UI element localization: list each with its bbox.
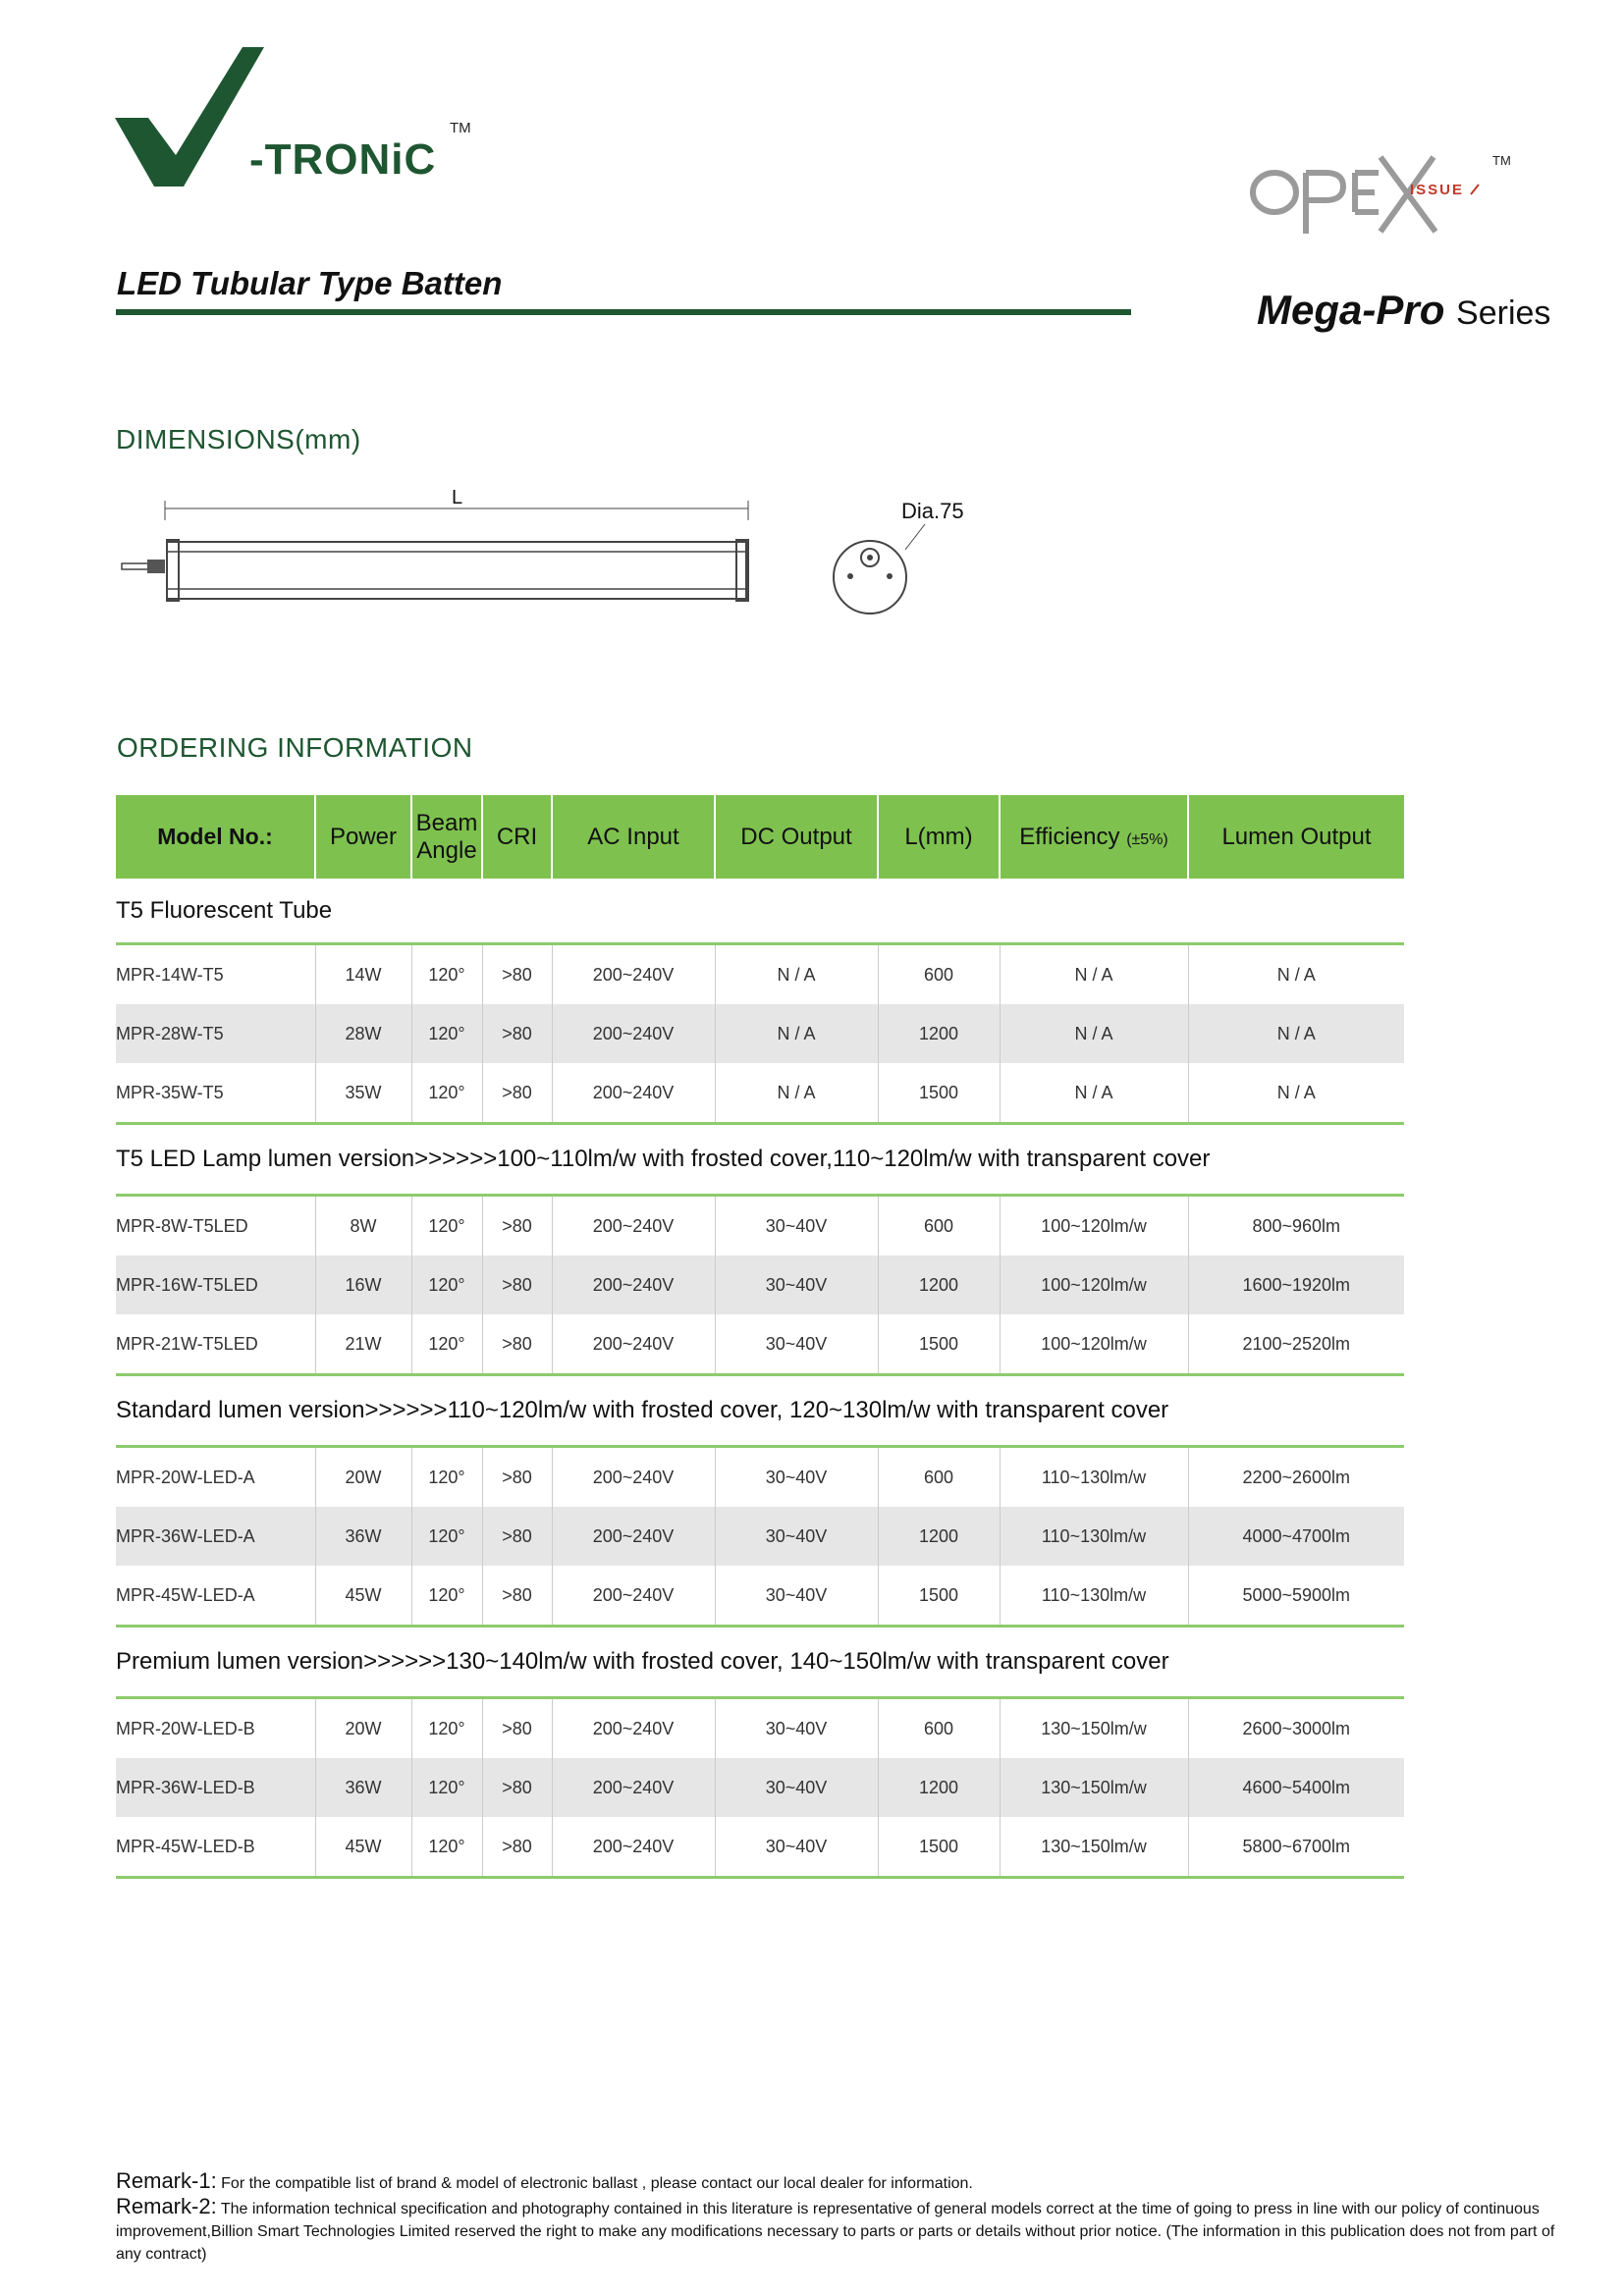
- cell-cri: >80: [482, 1004, 552, 1063]
- brand-logo-text: -TRONiC: [249, 135, 437, 184]
- cell-lumen: 2600~3000lm: [1242, 1718, 1351, 1738]
- table-row: [116, 944, 1404, 1005]
- remark-2: [116, 2195, 1569, 2266]
- cell-lumen: 4000~4700lm: [1188, 1507, 1404, 1566]
- col-dc-output: DC Output: [715, 795, 878, 879]
- group-header-row: [116, 879, 1404, 944]
- col-model: Model No.:: [116, 795, 315, 879]
- cell-efficiency: 130~150lm/w: [1000, 1817, 1188, 1878]
- cell-cri: >80: [482, 1507, 552, 1566]
- table-row: [116, 1196, 1404, 1256]
- cell-efficiency: 130~150lm/w: [1000, 1758, 1188, 1817]
- title-divider: [116, 309, 1131, 315]
- remark-2-text: The information technical specification and photography contained in this literature is representative of general models correct at the time of going to press in line with our policy of continuous improvement,Billion Smart Technologies Limited reserved the right to make any modifications necessary to parts or parts or details without prior notice. (The information in this publication does not from part of any contract): [116, 2201, 1555, 2263]
- series-title: [1257, 287, 1550, 334]
- table-row: [116, 1255, 1404, 1314]
- cell-model: MPR-45W-LED-A: [116, 1566, 315, 1627]
- group-title: Premium lumen version>>>>>>130~140lm/w with frosted cover, 140~150lm/w with transparent cover: [116, 1627, 1404, 1698]
- cell-lumen: 1600~1920lm: [1188, 1255, 1404, 1314]
- table-row: [116, 1507, 1404, 1566]
- remark-1: [116, 2169, 1569, 2195]
- cell-beam: 120°: [411, 1063, 482, 1124]
- dimension-drawing: [108, 481, 992, 618]
- cell-lumen: 2100~2520lm: [1188, 1314, 1404, 1375]
- table-row: [116, 1447, 1404, 1508]
- ordering-table: [116, 795, 1404, 1879]
- cell-power: 21W: [315, 1314, 411, 1375]
- cell-power: 14W: [315, 944, 411, 1005]
- cell-ac: 200~240V: [552, 1447, 715, 1508]
- cell-beam: 120°: [411, 1698, 482, 1759]
- cell-cri: >80: [482, 1196, 552, 1256]
- table-row: [116, 1566, 1404, 1627]
- cell-beam: 120°: [411, 1314, 482, 1375]
- cell-cri: >80: [482, 1314, 552, 1375]
- cell-efficiency: 110~130lm/w: [1000, 1566, 1188, 1627]
- remark-1-text: For the compatible list of brand & model of electronic ballast , please contact our local dealer for information.: [221, 2175, 973, 2192]
- remark-1-label: Remark-1:: [116, 2168, 217, 2193]
- cell-efficiency: 100~120lm/w: [1000, 1255, 1188, 1314]
- cell-beam: 120°: [411, 1196, 482, 1256]
- cell-dc: N / A: [715, 1063, 878, 1124]
- cell-dc: 30~40V: [715, 1447, 878, 1508]
- cell-length: 1200: [878, 1507, 1000, 1566]
- col-ac-input: AC Input: [552, 795, 715, 879]
- cell-power: 16W: [315, 1255, 411, 1314]
- cell-beam: 120°: [411, 1255, 482, 1314]
- cell-length: 1200: [878, 1255, 1000, 1314]
- cell-lumen: N / A: [1276, 964, 1316, 985]
- cell-cri: >80: [482, 1566, 552, 1627]
- cell-model: MPR-8W-T5LED: [116, 1196, 315, 1256]
- cell-model: MPR-35W-T5: [116, 1063, 315, 1124]
- cell-dc: 30~40V: [715, 1698, 878, 1759]
- col-beam-angle: [411, 795, 482, 879]
- col-length: L(mm): [878, 795, 1000, 879]
- cell-power: 45W: [315, 1566, 411, 1627]
- dimensions-title: DIMENSIONS(mm): [116, 424, 361, 454]
- cell-ac: 200~240V: [552, 1255, 715, 1314]
- group-header-row: [116, 1375, 1404, 1447]
- cell-ac: 200~240V: [552, 1063, 715, 1124]
- cell-power: 8W: [315, 1196, 411, 1256]
- cell-beam: 120°: [411, 1758, 482, 1817]
- cell-ac: 200~240V: [552, 1698, 715, 1759]
- table-header-row: [116, 795, 1404, 879]
- cell-model: MPR-20W-LED-B: [116, 1698, 315, 1759]
- cell-cri: >80: [482, 1698, 552, 1759]
- cell-beam: 120°: [411, 1004, 482, 1063]
- cell-beam: 120°: [411, 1566, 482, 1627]
- table-row: [116, 1004, 1404, 1063]
- cell-ac: 200~240V: [552, 1314, 715, 1375]
- table-row: [116, 1817, 1404, 1878]
- cell-dc: 30~40V: [715, 1566, 878, 1627]
- cell-beam: 120°: [411, 1507, 482, 1566]
- cell-length: 1500: [878, 1063, 1000, 1124]
- cell-model: MPR-28W-T5: [116, 1004, 315, 1063]
- cell-ac: 200~240V: [552, 1507, 715, 1566]
- opex-issue-logo-icon: [1249, 149, 1524, 243]
- cell-cri: >80: [482, 1817, 552, 1878]
- cell-ac: 200~240V: [552, 1004, 715, 1063]
- col-cri: CRI: [482, 795, 552, 879]
- cell-cri: >80: [482, 1063, 552, 1124]
- cell-lumen: 4600~5400lm: [1188, 1758, 1404, 1817]
- cell-length: 600: [878, 944, 1000, 1005]
- cell-lumen: N / A: [1188, 1063, 1404, 1124]
- cell-length: 1500: [878, 1566, 1000, 1627]
- cell-length: 600: [878, 1196, 1000, 1256]
- svg-text:ISSUE: ISSUE: [1410, 182, 1465, 198]
- cell-ac: 200~240V: [552, 1196, 715, 1256]
- cell-efficiency: 110~130lm/w: [1000, 1447, 1188, 1508]
- table-row: [116, 1698, 1404, 1759]
- cell-efficiency: N / A: [1000, 944, 1188, 1005]
- cell-beam: 120°: [411, 1447, 482, 1508]
- col-beam-line1: Beam: [415, 809, 478, 836]
- cell-model: MPR-36W-LED-A: [116, 1507, 315, 1566]
- cell-length: 600: [878, 1698, 1000, 1759]
- cell-dc: 30~40V: [715, 1196, 878, 1256]
- cell-dc: N / A: [715, 944, 878, 1005]
- cell-cri: >80: [482, 1255, 552, 1314]
- cell-ac: 200~240V: [552, 1566, 715, 1627]
- cell-model: MPR-36W-LED-B: [116, 1758, 315, 1817]
- cell-dc: 30~40V: [715, 1817, 878, 1878]
- col-efficiency-label: Efficiency: [1019, 823, 1120, 850]
- col-lumen: Lumen Output: [1188, 795, 1404, 879]
- remarks: [116, 2169, 1569, 2266]
- cell-power: 36W: [315, 1507, 411, 1566]
- series-name: Mega-Pro: [1257, 287, 1445, 333]
- cell-dc: N / A: [715, 1004, 878, 1063]
- cell-dc: 30~40V: [715, 1758, 878, 1817]
- cell-cri: >80: [482, 944, 552, 1005]
- svg-text:TM: TM: [1492, 153, 1511, 168]
- product-title: LED Tubular Type Batten: [117, 265, 503, 301]
- cell-lumen: 5800~6700lm: [1188, 1817, 1404, 1878]
- cell-dc: 30~40V: [715, 1314, 878, 1375]
- cell-beam: 120°: [411, 1817, 482, 1878]
- cell-power: 36W: [315, 1758, 411, 1817]
- cell-lumen: 2200~2600lm: [1242, 1467, 1351, 1487]
- group-title: T5 Fluorescent Tube: [116, 879, 1404, 944]
- diameter-label: Dia.75: [901, 499, 964, 523]
- cell-model: MPR-14W-T5: [116, 944, 315, 1005]
- length-label: L: [452, 487, 463, 508]
- table-row: [116, 1314, 1404, 1375]
- series-suffix: Series: [1456, 294, 1551, 332]
- col-beam-line2: Angle: [416, 836, 477, 864]
- cell-power: 35W: [315, 1063, 411, 1124]
- brand-trademark: TM: [450, 120, 471, 136]
- cell-dc: 30~40V: [715, 1255, 878, 1314]
- cell-efficiency: 100~120lm/w: [1000, 1196, 1188, 1256]
- cell-model: MPR-21W-T5LED: [116, 1314, 315, 1375]
- cell-lumen: 800~960lm: [1252, 1215, 1341, 1236]
- cell-beam: 120°: [411, 944, 482, 1005]
- cell-efficiency: 110~130lm/w: [1000, 1507, 1188, 1566]
- table-row: [116, 1063, 1404, 1124]
- col-efficiency-tolerance: (±5%): [1126, 830, 1168, 848]
- cell-length: 600: [878, 1447, 1000, 1508]
- col-power: Power: [315, 795, 411, 879]
- group-header-row: [116, 1124, 1404, 1196]
- group-title: T5 LED Lamp lumen version>>>>>>100~110lm/w with frosted cover,110~120lm/w with transparent cover: [116, 1124, 1404, 1196]
- v-tronic-check-logo-icon: [115, 47, 272, 194]
- cell-power: 45W: [315, 1817, 411, 1878]
- cell-length: 1200: [878, 1004, 1000, 1063]
- remark-2-label: Remark-2:: [116, 2194, 217, 2218]
- group-header-row: [116, 1627, 1404, 1698]
- group-title: Standard lumen version>>>>>>110~120lm/w with frosted cover, 120~130lm/w with transparent cover: [116, 1375, 1404, 1447]
- cell-model: MPR-20W-LED-A: [116, 1447, 315, 1508]
- cell-ac: 200~240V: [552, 1758, 715, 1817]
- cell-power: 28W: [315, 1004, 411, 1063]
- cell-ac: 200~240V: [552, 944, 715, 1005]
- cell-efficiency: 100~120lm/w: [1000, 1314, 1188, 1375]
- cell-efficiency: N / A: [1000, 1004, 1188, 1063]
- cell-model: MPR-45W-LED-B: [116, 1817, 315, 1878]
- cell-lumen: 5000~5900lm: [1188, 1566, 1404, 1627]
- cell-ac: 200~240V: [552, 1817, 715, 1878]
- col-efficiency: [1000, 795, 1188, 879]
- cell-power: 20W: [315, 1447, 411, 1508]
- cell-cri: >80: [482, 1447, 552, 1508]
- cell-model: MPR-16W-T5LED: [116, 1255, 315, 1314]
- cell-lumen: N / A: [1188, 1004, 1404, 1063]
- cell-cri: >80: [482, 1758, 552, 1817]
- cell-efficiency: N / A: [1000, 1063, 1188, 1124]
- table-row: [116, 1758, 1404, 1817]
- cell-efficiency: 130~150lm/w: [1000, 1698, 1188, 1759]
- cell-length: 1500: [878, 1817, 1000, 1878]
- ordering-info-title: ORDERING INFORMATION: [117, 732, 473, 763]
- cell-length: 1500: [878, 1314, 1000, 1375]
- cell-power: 20W: [315, 1698, 411, 1759]
- cell-dc: 30~40V: [715, 1507, 878, 1566]
- cell-length: 1200: [878, 1758, 1000, 1817]
